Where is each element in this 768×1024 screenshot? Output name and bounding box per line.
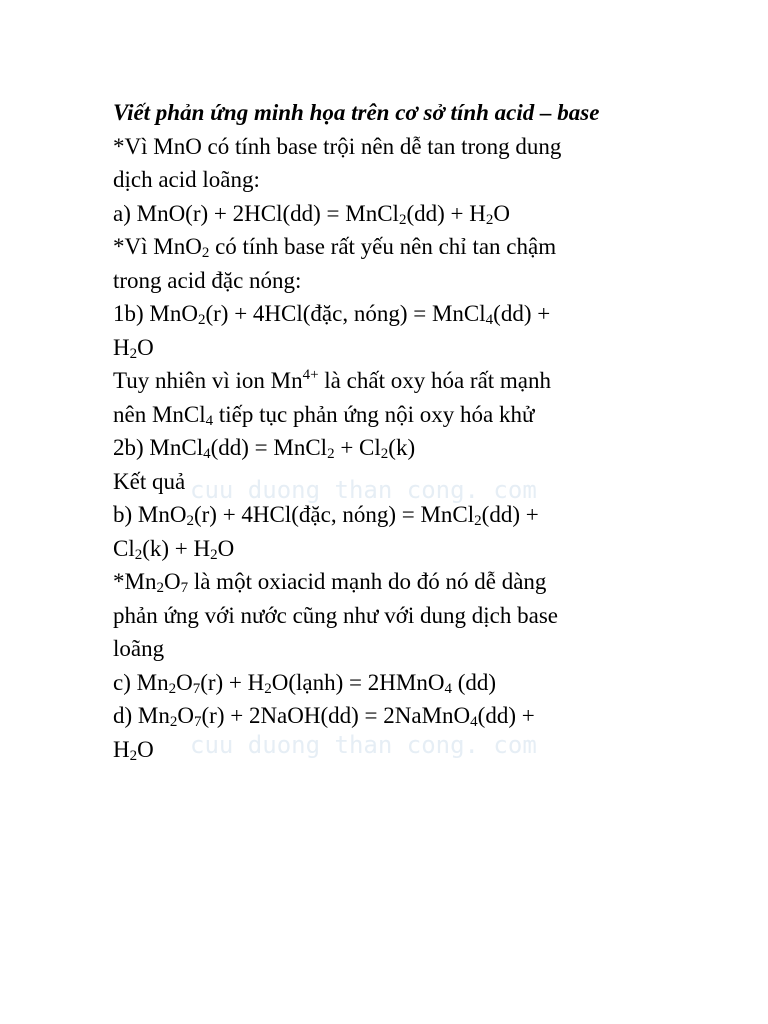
eq-d-part2: O: [177, 703, 194, 728]
p4-part2: O: [163, 569, 181, 594]
eq-1b-sub2: 4: [485, 312, 494, 328]
eq-b-l2-part2: (k) + H: [142, 535, 211, 561]
eq-1b-l2-sub1: 2: [129, 345, 138, 362]
paragraph-mno-line2: dịch acid loãng:: [113, 167, 260, 192]
watermark-top: cuu duong than cong. com: [190, 476, 537, 504]
p4-part3: là một oxiacid mạnh do đó nó dễ dàng: [188, 569, 547, 594]
eq-1b-part3: (dd) +: [493, 301, 551, 326]
p2-part1: *Vì MnO: [113, 234, 202, 259]
p3-part1: Tuy nhiên vì ion Mn: [113, 368, 303, 393]
eq-d-sub2: 7: [194, 714, 202, 730]
eq-b-part3: (dd) +: [481, 502, 539, 527]
eq-2b-part4: (k): [388, 435, 416, 460]
eq-d-l2-part2: O: [137, 736, 154, 762]
p4-sub2: 7: [180, 580, 189, 596]
eq-b-l2-sub2: 2: [210, 546, 218, 563]
eq-b-part2: (r) + 4HCl(đặc, nóng) = MnCl: [193, 502, 475, 527]
eq-b-l2-part1: Cl: [113, 535, 135, 561]
eq-2b-part1: 2b) MnCl: [113, 435, 204, 460]
paragraph-mn4-line2: [113, 398, 673, 432]
watermark-bottom: cuu duong than cong. com: [190, 731, 537, 759]
eq-c-sub1: 2: [168, 680, 177, 697]
eq-d-sub1: 2: [169, 714, 178, 730]
eq-b-part1: b) MnO: [113, 502, 187, 527]
paragraph-mn2o7-line2: phản ứng với nước cũng như với dung dịch base: [113, 602, 559, 628]
eq-d-part4: (dd) +: [477, 703, 535, 728]
eq-2b-part3: + Cl: [334, 435, 381, 460]
eq-1b-part1: 1b) MnO: [113, 301, 198, 326]
eq-2b-part2: (dd) = MnCl: [210, 435, 328, 460]
eq-2b-sub2: 2: [327, 446, 335, 462]
eq-b-l2-part3: O: [217, 535, 235, 561]
equation-1b-line1: [113, 297, 673, 331]
eq-c-part1: c) Mn: [113, 669, 169, 695]
eq-d-l2-part1: H: [113, 736, 130, 762]
equation-d-line1: [113, 699, 673, 733]
p3-l2-part1: nên MnCl: [113, 401, 206, 427]
eq-a-part2: (dd) + H: [406, 200, 486, 226]
paragraph-mno-line1: *Vì MnO có tính base trội nên dễ tan trong dung: [113, 133, 562, 159]
p3-l2-sub1: 4: [205, 412, 214, 429]
eq-a-sub1: 2: [398, 211, 407, 228]
eq-a-part1: a) MnO(r) + 2HCl(dd) = MnCl: [113, 200, 399, 226]
eq-b-l2-sub1: 2: [134, 546, 143, 563]
eq-c-part2: O: [176, 669, 193, 695]
eq-2b-sub3: 2: [380, 446, 389, 462]
eq-1b-sub1: 2: [197, 312, 206, 328]
p3-part2: là chất oxy hóa rất mạnh: [318, 368, 552, 393]
eq-c-part3: (r) + H: [200, 669, 265, 695]
document-title: Viết phản ứng minh họa trên cơ sở tính acid – base: [113, 100, 600, 125]
eq-c-sub2: 7: [192, 680, 201, 697]
p4-sub1: 2: [156, 580, 164, 596]
eq-b-sub1: 2: [186, 513, 194, 529]
paragraph-mn2o7-line3: loãng: [113, 636, 165, 661]
eq-d-part1: d) Mn: [113, 703, 170, 728]
eq-c-part4: O(lạnh) = 2HMnO: [271, 669, 445, 695]
eq-c-sub4: 4: [444, 680, 452, 697]
p2-part2: có tính base rất yếu nên chỉ tan chậm: [209, 234, 557, 259]
equation-b-line1: [113, 498, 673, 532]
p3-sup1: 4+: [302, 367, 319, 383]
eq-1b-part2: (r) + 4HCl(đặc, nóng) = MnCl: [205, 301, 486, 326]
equation-d-line2: [113, 733, 673, 767]
equation-c: [113, 666, 673, 700]
paragraph-mn2o7-line1: [113, 565, 673, 599]
eq-c-sub3: 2: [264, 680, 272, 697]
equation-1b-line2: [113, 331, 673, 365]
document-body: [113, 96, 673, 766]
eq-b-sub2: 2: [474, 513, 482, 529]
equation-b-line2: [113, 532, 673, 566]
eq-1b-l2-part2: O: [137, 334, 154, 360]
result-label: Kết quả: [113, 468, 186, 494]
p3-l2-part2: tiếp tục phản ứng nội oxy hóa khử: [213, 401, 535, 427]
paragraph-mno2-line1: [113, 230, 673, 264]
eq-2b-sub1: 4: [203, 446, 211, 462]
equation-2b: [113, 431, 673, 465]
paragraph-mno2-line2: trong acid đặc nóng:: [113, 267, 302, 293]
eq-a-sub2: 2: [485, 211, 494, 228]
eq-c-part5: (dd): [451, 669, 497, 695]
paragraph-mn4-line1: [113, 364, 673, 398]
eq-d-l2-sub1: 2: [129, 747, 138, 764]
eq-a-part3: O: [493, 200, 510, 226]
equation-a: [113, 197, 673, 231]
p2-sub1: 2: [201, 245, 210, 261]
eq-d-sub3: 4: [470, 714, 478, 730]
p4-part1: *Mn: [113, 569, 157, 594]
eq-d-part3: (r) + 2NaOH(dd) = 2NaMnO: [201, 703, 471, 728]
eq-1b-l2-part1: H: [113, 334, 130, 360]
